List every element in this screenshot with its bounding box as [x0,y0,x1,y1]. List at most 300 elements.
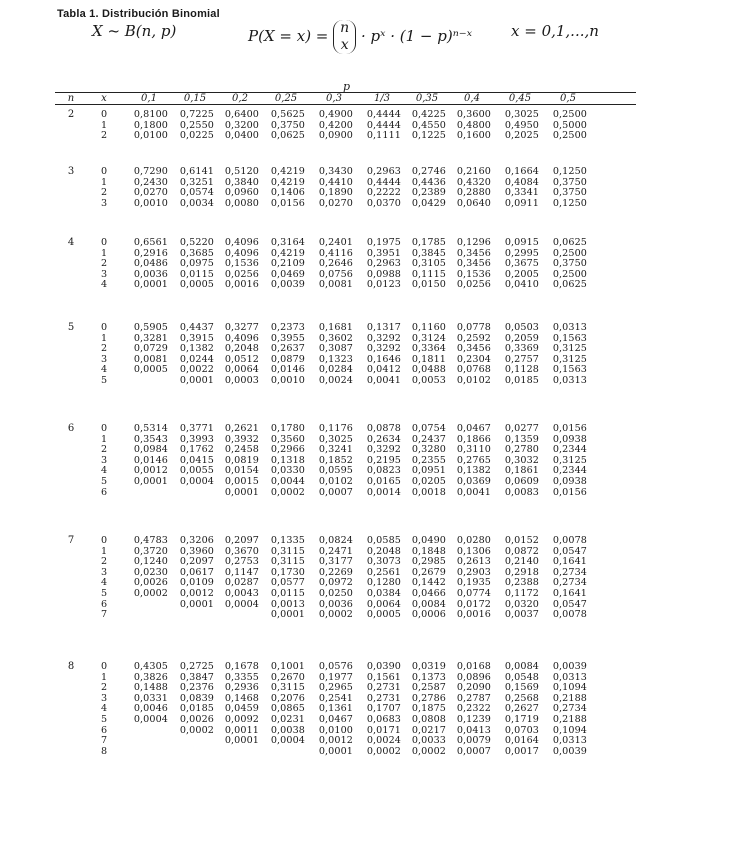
table-cell: 0,3960 [179,545,214,557]
header-x: x [101,93,107,104]
block-n-value: 7 [67,535,75,546]
table-cell: 0,0331 [133,692,168,704]
table-cell: 0,4444 [366,176,401,188]
table-cell: 0,0010 [133,197,168,209]
table-cell: 0,1280 [366,577,401,589]
row-x-value: 3 [100,268,108,280]
row-x-value: 4 [100,279,108,291]
table-cell: 0,3292 [366,332,401,344]
header-n: n [67,93,75,104]
table-cell: 0,3750 [552,176,587,188]
table-cell: 0,0084 [411,598,446,610]
table-cell: 0,2388 [504,577,539,589]
table-cell: 0,0026 [133,577,168,589]
table-cell: 0,2995 [504,247,539,259]
table-cell: 0,1225 [411,130,446,142]
table-cell: 0,0078 [552,609,587,621]
table-cell: 0,2746 [411,166,446,177]
table-cell: 0,0036 [318,598,353,610]
table-cell: 0,0230 [133,566,168,578]
table-cell: 0,0005 [179,279,214,291]
table-cell: 0,0016 [224,279,259,291]
table-cell: 0,3720 [133,545,168,557]
table-cell: 0,2344 [552,465,587,477]
table-cell: 0,0146 [133,454,168,466]
table-cell: 0,0756 [318,268,353,280]
table-cell: 0,2437 [411,433,446,445]
table-cell: 0,2637 [270,343,305,355]
row-x-value: 1 [100,332,108,344]
table-cell: 0,1115 [411,268,446,280]
table-cell: 0,1442 [411,577,446,589]
table-cell: 0,0081 [133,353,168,365]
row-x-value: 5 [100,588,108,599]
row-x-value: 6 [100,724,108,736]
table-cell: 0,2734 [552,566,587,578]
table-cell: 0,1561 [366,671,401,683]
table-cell: 0,2076 [270,692,305,704]
header-p-6: 0,35 [415,93,439,104]
table-cell: 0,0915 [504,237,539,248]
table-cell: 0,0001 [270,609,305,621]
table-cell: 0,4116 [318,247,353,259]
table-cell: 0,4436 [411,176,446,188]
table-cell: 0,0960 [224,187,259,199]
table-cell: 0,0005 [366,609,401,621]
row-x-value: 2 [100,187,108,199]
table-cell: 0,3177 [318,556,353,568]
table-cell: 0,0547 [552,598,587,610]
table-cell: 0,0270 [133,187,168,199]
row-x-value: 7 [100,609,108,621]
table-cell: 0,0640 [456,197,491,209]
table-cell: 0,2679 [411,566,446,578]
table-cell: 0,0415 [179,454,214,466]
table-cell: 0,4783 [133,535,168,546]
table-cell: 0,0185 [179,703,214,715]
table-cell: 0,0625 [552,279,587,291]
table-cell: 0,2621 [224,423,259,434]
table-cell: 0,0865 [270,703,305,715]
table-cell: 0,0039 [552,661,587,672]
table-cell: 0,0152 [504,535,539,546]
table-cell: 0,3430 [318,166,353,177]
table-cell: 0,1147 [224,566,259,578]
table-cell: 0,0001 [224,735,259,747]
table-cell: 0,2097 [179,556,214,568]
table-cell: 0,1730 [270,566,305,578]
table-cell: 0,3932 [224,433,259,445]
table-cell: 0,0185 [504,375,539,386]
table-cell: 0,0012 [179,588,214,599]
table-cell: 0,0503 [504,322,539,333]
header-p-0: 0,1 [141,93,157,104]
row-x-value: 1 [100,176,108,188]
table-cell: 0,3355 [224,671,259,683]
table-cell: 0,2188 [552,692,587,704]
table-cell: 0,0984 [133,444,168,456]
table-cell: 0,2765 [456,454,491,466]
row-x-value: 5 [100,375,108,386]
table-cell: 0,2389 [411,187,446,199]
table-cell: 0,0225 [179,130,214,142]
block-n-value: 5 [67,322,75,333]
table-cell: 0,1160 [411,322,446,333]
row-x-value: 5 [100,476,108,487]
table-cell: 0,1678 [224,661,259,672]
table-cell: 0,2786 [411,692,446,704]
table-cell: 0,0115 [270,588,305,599]
table-cell: 0,0585 [366,535,401,546]
table-cell: 0,2500 [552,247,587,259]
table-cell: 0,3241 [318,444,353,456]
table-cell: 0,1239 [456,714,491,725]
table-cell: 0,0369 [456,476,491,487]
row-x-value: 2 [100,556,108,568]
table-cell: 0,4084 [504,176,539,188]
table-cell: 0,0004 [179,476,214,487]
table-cell: 0,2471 [318,545,353,557]
table-cell: 0,2500 [552,268,587,280]
table-cell: 0,0778 [456,322,491,333]
table-cell: 0,1488 [133,682,168,694]
table-cell: 0,0002 [366,745,401,757]
table-cell: 0,0037 [504,609,539,621]
table-cell: 0,2373 [270,322,305,333]
table-cell: 0,2160 [456,166,491,177]
table-cell: 0,0412 [366,364,401,376]
table-cell: 0,0001 [224,486,259,498]
table-cell: 0,0165 [366,476,401,487]
table-cell: 0,3685 [179,247,214,259]
table-cell: 0,0466 [411,588,446,599]
table-cell: 0,0002 [270,486,305,498]
table-cell: 0,2627 [504,703,539,715]
table-cell: 0,0154 [224,465,259,477]
table-cell: 0,3670 [224,545,259,557]
table-cell: 0,0033 [411,735,446,747]
table-cell: 0,1762 [179,444,214,456]
table-cell: 0,0002 [179,724,214,736]
table-cell: 0,2561 [366,566,401,578]
table-cell: 0,0001 [179,598,214,610]
table-cell: 0,0022 [179,364,214,376]
table-cell: 0,3125 [552,454,587,466]
block-n-value: 3 [67,166,75,177]
table-cell: 0,2322 [456,703,491,715]
table-cell: 0,0938 [552,433,587,445]
table-cell: 0,0123 [366,279,401,291]
table-cell: 0,3456 [456,258,491,270]
table-cell: 0,4225 [411,109,446,120]
table-cell: 0,4444 [366,109,401,120]
table-cell: 0,0150 [411,279,446,291]
table-cell: 0,2734 [552,703,587,715]
table-cell: 0,0100 [133,130,168,142]
table-cell: 0,3951 [366,247,401,259]
row-x-value: 2 [100,682,108,694]
table-cell: 0,1382 [456,465,491,477]
row-x-value: 5 [100,714,108,725]
row-x-value: 0 [100,166,108,177]
table-cell: 0,2734 [552,577,587,589]
table-cell: 0,0007 [456,745,491,757]
table-cell: 0,0879 [270,353,305,365]
table-cell: 0,2109 [270,258,305,270]
table-cell: 0,0011 [224,724,259,736]
binomial-top: n [340,20,350,36]
table-cell: 0,2880 [456,187,491,199]
table-cell: 0,0002 [133,588,168,599]
table-cell: 0,6400 [224,109,259,120]
table-cell: 0,1176 [318,423,353,434]
table-cell: 0,5120 [224,166,259,177]
table-cell: 0,7290 [133,166,168,177]
table-cell: 0,0256 [456,279,491,291]
table-cell: 0,2550 [179,119,214,131]
table-cell: 0,3560 [270,433,305,445]
table-cell: 0,0016 [456,609,491,621]
table-cell: 0,4200 [318,119,353,131]
table-cell: 0,0277 [504,423,539,434]
table-cell: 0,1361 [318,703,353,715]
table-cell: 0,2458 [224,444,259,456]
table-cell: 0,3456 [456,247,491,259]
table-cell: 0,2059 [504,332,539,344]
table-cell: 0,1719 [504,714,539,725]
table-cell: 0,0754 [411,423,446,434]
table-cell: 0,0244 [179,353,214,365]
table-cell: 0,0319 [411,661,446,672]
table-cell: 0,0102 [456,375,491,386]
table-cell: 0,1306 [456,545,491,557]
table-cell: 0,3025 [318,433,353,445]
table-cell: 0,2757 [504,353,539,365]
table-cell: 0,0703 [504,724,539,736]
header-p-4: 0,3 [326,93,342,104]
table-cell: 0,3073 [366,556,401,568]
table-cell: 0,6561 [133,237,168,248]
table-cell: 0,0774 [456,588,491,599]
table-cell: 0,0078 [552,535,587,546]
table-cell: 0,1935 [456,577,491,589]
table-cell: 0,3206 [179,535,214,546]
table-cell: 0,0053 [411,375,446,386]
table-cell: 0,1811 [411,353,446,365]
row-x-value: 4 [100,703,108,715]
table-cell: 0,0313 [552,322,587,333]
table-cell: 0,0256 [224,268,259,280]
table-cell: 0,0410 [504,279,539,291]
table-cell: 0,2731 [366,682,401,694]
table-cell: 0,8100 [133,109,168,120]
table-cell: 0,1335 [270,535,305,546]
table-cell: 0,3125 [552,343,587,355]
table-cell: 0,0164 [504,735,539,747]
table-cell: 0,0217 [411,724,446,736]
table-cell: 0,0896 [456,671,491,683]
header-bottom-rule [55,104,636,105]
table-cell: 0,0280 [456,535,491,546]
table-cell: 0,0370 [366,197,401,209]
table-cell: 0,0046 [133,703,168,715]
table-cell: 0,0938 [552,476,587,487]
block-n-value: 6 [67,423,75,434]
row-x-value: 4 [100,465,108,477]
table-cell: 0,4096 [224,247,259,259]
table-cell: 0,0156 [270,197,305,209]
table-cell: 0,4096 [224,332,259,344]
table-cell: 0,0384 [366,588,401,599]
row-x-value: 6 [100,598,108,610]
table-cell: 0,2097 [224,535,259,546]
table-cell: 0,3600 [456,109,491,120]
table-cell: 0,0006 [411,609,446,621]
block-n-value: 4 [67,237,75,248]
row-x-value: 3 [100,353,108,365]
table-cell: 0,2592 [456,332,491,344]
row-x-value: 1 [100,545,108,557]
table-cell: 0,0231 [270,714,305,725]
p-axis-label: p [343,80,351,93]
table-cell: 0,4320 [456,176,491,188]
row-x-value: 0 [100,237,108,248]
table-cell: 0,0390 [366,661,401,672]
table-cell: 0,5905 [133,322,168,333]
table-cell: 0,4410 [318,176,353,188]
table-cell: 0,4219 [270,166,305,177]
distribution-notation: X ~ B(n, p) [92,22,177,40]
table-cell: 0,2587 [411,682,446,694]
table-cell: 0,0002 [318,609,353,621]
table-cell: 0,3292 [366,444,401,456]
table-cell: 0,4900 [318,109,353,120]
table-cell: 0,0064 [224,364,259,376]
table-cell: 0,3164 [270,237,305,248]
table-cell: 0,2344 [552,444,587,456]
table-cell: 0,0038 [270,724,305,736]
table-cell: 0,0171 [366,724,401,736]
table-cell: 0,0005 [133,364,168,376]
table-cell: 0,3675 [504,258,539,270]
table-cell: 0,0004 [133,714,168,725]
table-cell: 0,0012 [133,465,168,477]
table-cell: 0,3993 [179,433,214,445]
table-cell: 0,3826 [133,671,168,683]
table-cell: 0,0012 [318,735,353,747]
table-cell: 0,0486 [133,258,168,270]
table-cell: 0,1536 [224,258,259,270]
table-cell: 0,1780 [270,423,305,434]
table-cell: 0,0284 [318,364,353,376]
table-cell: 0,0002 [411,745,446,757]
row-x-value: 8 [100,745,108,757]
table-cell: 0,0079 [456,735,491,747]
row-x-value: 6 [100,486,108,498]
table-cell: 0,0205 [411,476,446,487]
table-cell: 0,0026 [179,714,214,725]
table-cell: 0,0100 [318,724,353,736]
table-cell: 0,0010 [270,375,305,386]
table-cell: 0,2401 [318,237,353,248]
table-cell: 0,0250 [318,588,353,599]
table-cell: 0,3032 [504,454,539,466]
table-cell: 0,2304 [456,353,491,365]
table-cell: 0,0146 [270,364,305,376]
table-cell: 0,0320 [504,598,539,610]
table-cell: 0,1406 [270,187,305,199]
table-cell: 0,2188 [552,714,587,725]
table-cell: 0,0768 [456,364,491,376]
table-cell: 0,5625 [270,109,305,120]
table-cell: 0,0013 [270,598,305,610]
table-cell: 0,0041 [456,486,491,498]
table-cell: 0,1641 [552,556,587,568]
table-cell: 0,0729 [133,343,168,355]
table-cell: 0,0156 [552,423,587,434]
table-cell: 0,4219 [270,247,305,259]
row-x-value: 3 [100,566,108,578]
table-cell: 0,2500 [552,109,587,120]
table-cell: 0,4437 [179,322,214,333]
table-cell: 0,0819 [224,454,259,466]
table-cell: 0,3277 [224,322,259,333]
table-cell: 0,4096 [224,237,259,248]
table-cell: 0,0574 [179,187,214,199]
table-cell: 0,2568 [504,692,539,704]
table-cell: 0,1382 [179,343,214,355]
table-cell: 0,0459 [224,703,259,715]
table-cell: 0,1001 [270,661,305,672]
table-cell: 0,3915 [179,332,214,344]
table-cell: 0,2963 [366,258,401,270]
table-cell: 0,1641 [552,588,587,599]
table-cell: 0,0017 [504,745,539,757]
table-cell: 0,1861 [504,465,539,477]
table-cell: 0,2731 [366,692,401,704]
table-cell: 0,1646 [366,353,401,365]
table-cell: 0,0900 [318,130,353,142]
header-p-1: 0,15 [183,93,207,104]
table-cell: 0,0036 [133,268,168,280]
table-cell: 0,1785 [411,237,446,248]
table-cell: 0,2048 [366,545,401,557]
table-cell: 0,0001 [179,375,214,386]
table-cell: 0,2500 [552,130,587,142]
table-cell: 0,0488 [411,364,446,376]
pmf-formula [248,20,472,54]
table-cell: 0,1172 [504,588,539,599]
table-cell: 0,3341 [504,187,539,199]
table-cell: 0,0041 [366,375,401,386]
table-cell: 0,0313 [552,671,587,683]
table-cell: 0,2965 [318,682,353,694]
header-p-9: 0,5 [560,93,576,104]
table-cell: 0,2048 [224,343,259,355]
table-cell: 0,0004 [224,598,259,610]
table-cell: 0,1317 [366,322,401,333]
table-cell: 0,2725 [179,661,214,672]
table-cell: 0,3840 [224,176,259,188]
row-x-value: 0 [100,109,108,120]
table-cell: 0,0683 [366,714,401,725]
table-cell: 0,0951 [411,465,446,477]
table-title: Tabla 1. Distribución Binomial [57,8,220,20]
table-cell: 0,2903 [456,566,491,578]
table-cell: 0,4219 [270,176,305,188]
table-cell: 0,1890 [318,187,353,199]
table-cell: 0,2541 [318,692,353,704]
